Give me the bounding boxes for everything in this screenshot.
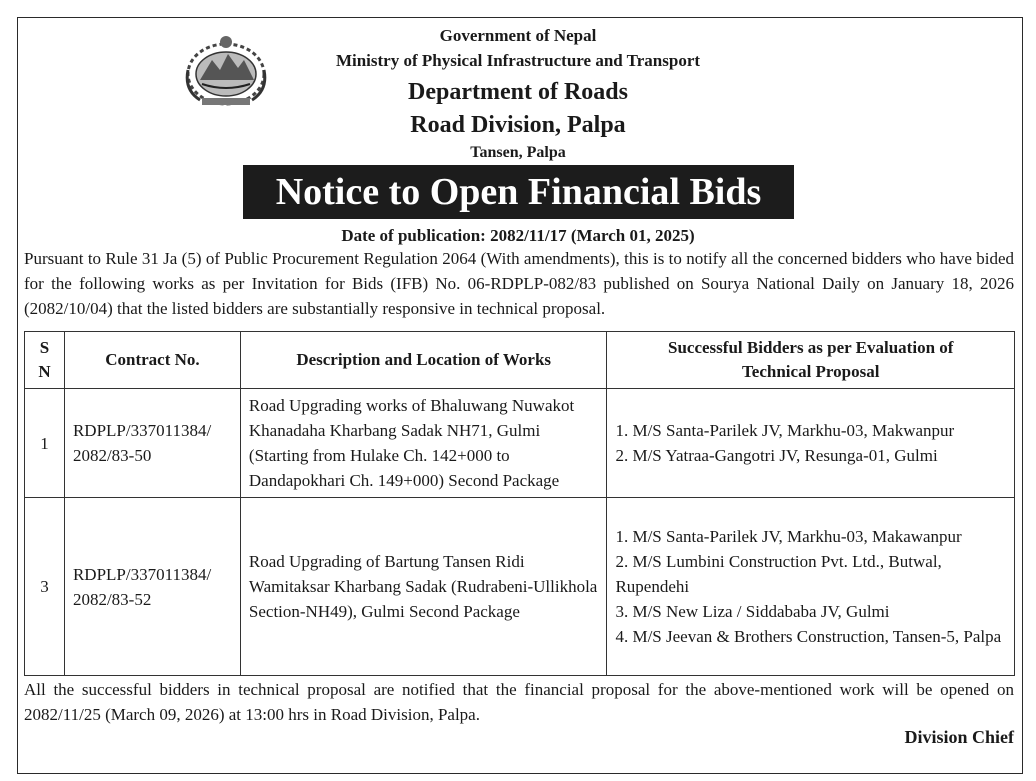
table-header-row: [25, 332, 1015, 389]
row-description: Road Upgrading works of Bhaluwang Nuwakot Khanadaha Kharbang Sadak NH71, Gulmi (Starting from Hulake Ch. 142+000 to Dandapokhari Ch. 149+000) Second Package: [240, 389, 607, 498]
signature: Division Chief: [904, 727, 1014, 747]
row-bidders: 1. M/S Santa-Parilek JV, Markhu-03, Makwanpur 2. M/S Yatraa-Gangotri JV, Resunga-01, Gulmi: [607, 389, 1015, 498]
department-title: Department of Roads: [408, 79, 628, 105]
row-sn: 3: [25, 498, 65, 676]
division-title: Road Division, Palpa: [410, 112, 626, 138]
row-contract: RDPLP/337011384/ 2082/83-50: [64, 389, 240, 498]
footer-paragraph: All the successful bidders in technical proposal are notified that the financial proposal for the above-mentioned work will be opened on 2082/11/25 (March 09, 2026) at 13:00 hrs in Road Division, Palpa.: [24, 680, 1014, 724]
row-contract: RDPLP/337011384/ 2082/83-52: [64, 498, 240, 676]
government-title: Government of Nepal: [439, 26, 597, 45]
col-header-bidders: Successful Bidders as per Evaluation of Technical Proposal: [607, 332, 1015, 389]
location-title: Tansen, Palpa: [470, 144, 566, 161]
table-row: [25, 498, 1015, 676]
col-header-contract: Contract No.: [64, 332, 240, 389]
row-description: Road Upgrading of Bartung Tansen Ridi Wamitaksar Kharbang Sadak (Rudrabeni-Ullikhola Section-NH49), Gulmi Second Package: [240, 498, 607, 676]
bids-table: [24, 331, 1015, 676]
table-row: [25, 389, 1015, 498]
col-header-description: Description and Location of Works: [240, 332, 607, 389]
publication-date: Date of publication: 2082/11/17 (March 01, 2025): [341, 226, 695, 245]
ministry-title: Ministry of Physical Infrastructure and Transport: [335, 51, 701, 70]
intro-paragraph: Pursuant to Rule 31 Ja (5) of Public Procurement Regulation 2064 (With amendments), this is to notify all the concerned bidders who have bided for the following works as per Invitation for Bids (IFB) No. 06-RDPLP-082/83 published on Sourya National Daily on January 18, 2026 (2082/10/04) that the listed bidders are substantially responsive in technical proposal.: [24, 249, 1014, 318]
row-sn: 1: [25, 389, 65, 498]
col-header-sn: S N: [25, 332, 65, 389]
notice-title-banner: Notice to Open Financial Bids: [243, 165, 794, 219]
row-bidders: 1. M/S Santa-Parilek JV, Markhu-03, Makawanpur 2. M/S Lumbini Construction Pvt. Ltd., Butwal, Rupendehi 3. M/S New Liza / Siddababa JV, Gulmi 4. M/S Jeevan & Brothers Construction, Tansen-5, Palpa: [607, 498, 1015, 676]
